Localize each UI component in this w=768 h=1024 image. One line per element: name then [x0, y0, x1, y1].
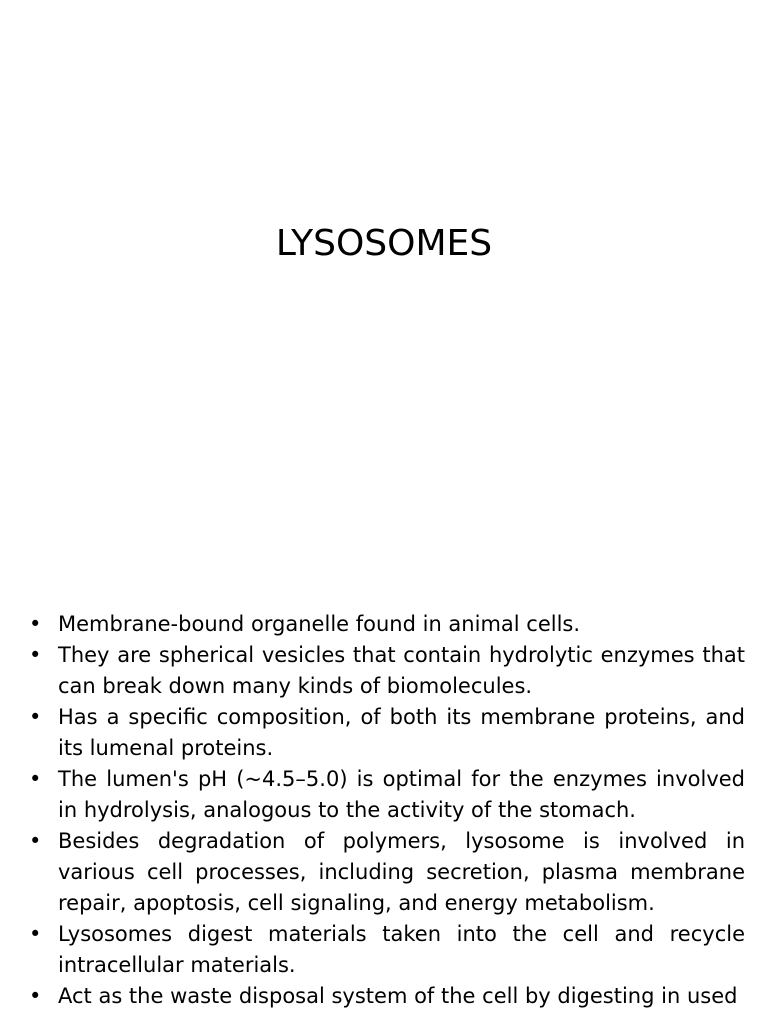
bullet-item	[24, 640, 745, 702]
bullet-text: Act as the waste disposal system of the cell by digesting in used	[58, 984, 738, 1008]
bullet-icon: •	[29, 705, 42, 729]
bullet-icon: •	[29, 984, 42, 1008]
bullet-item	[24, 981, 745, 1012]
bullet-item	[24, 609, 745, 640]
bullet-icon: •	[29, 922, 42, 946]
bullet-text: Besides degradation of polymers, lysosome is involved in various cell processes, including secretion, plasma membrane repair, apoptosis, cell signaling, and energy metabolism.	[58, 829, 745, 915]
bullet-icon: •	[29, 612, 42, 636]
bullet-text: Has a specific composition, of both its membrane proteins, and its lumenal proteins.	[58, 705, 745, 760]
slide-title: LYSOSOMES	[275, 223, 493, 264]
bullet-item	[24, 764, 745, 826]
bullet-list	[24, 609, 745, 1012]
bullet-icon: •	[29, 767, 42, 791]
bullet-item	[24, 919, 745, 981]
bullet-text: Lysosomes digest materials taken into the cell and recycle intracellular materials.	[58, 922, 745, 977]
bullet-text: Membrane-bound organelle found in animal cells.	[58, 612, 581, 636]
bullet-icon: •	[29, 643, 42, 667]
bullet-text: They are spherical vesicles that contain hydrolytic enzymes that can break down many kinds of biomolecules.	[58, 643, 745, 698]
bullet-item	[24, 702, 745, 764]
bullet-icon: •	[29, 829, 42, 853]
bullet-text: The lumen's pH (~4.5–5.0) is optimal for the enzymes involved in hydrolysis, analogous to the activity of the stomach.	[58, 767, 745, 822]
bullet-item	[24, 826, 745, 919]
